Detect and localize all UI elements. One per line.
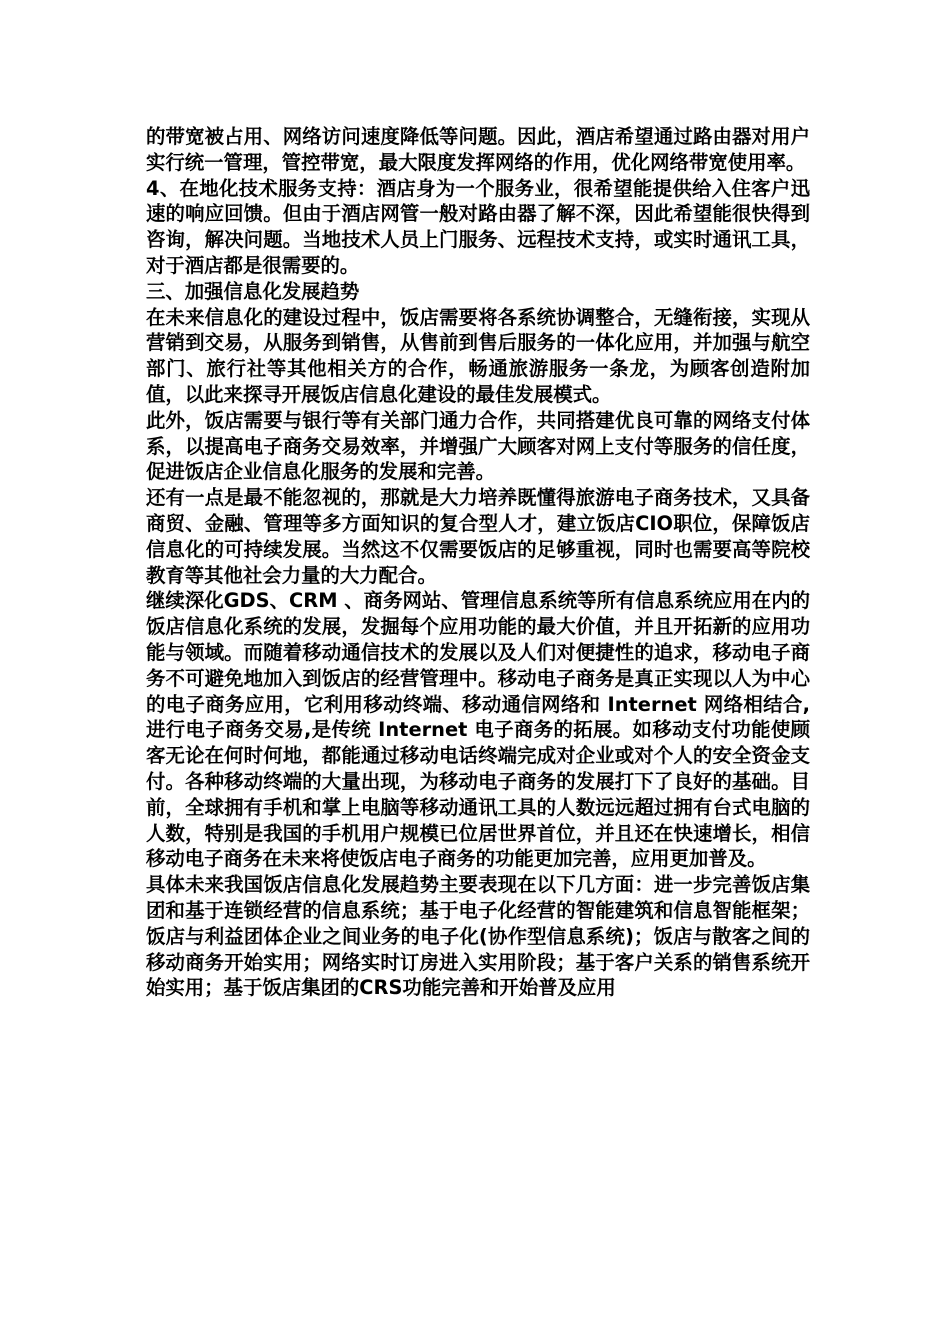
- paragraph-future-trends: 具体未来我国饭店信息化发展趋势主要表现在以下几方面：进一步完善饭店集团和基于连锁经营的信息系统；基于电子化经营的智能建筑和信息智能框架；饭店与利益团体企业之间业务的电子化(协作型信息系统)；饭店与散客之间的移动商务开始实用；网络实时订房进入实用阶段；基于客户关系的销售系统开始实用；基于饭店集团的CRS功能完善和开始普及应用: [146, 873, 810, 1000]
- document-page: [146, 124, 810, 1001]
- paragraph-talent: 还有一点是最不能忽视的，那就是大力培养既懂得旅游电子商务技术，又具备商贸、金融、管理等多方面知识的复合型人才，建立饭店CIO职位，保障饭店信息化的可持续发展。当然这不仅需要饭店的足够重视，同时也需要高等院校教育等其他社会力量的大力配合。: [146, 486, 810, 587]
- paragraph-mobile-commerce: 继续深化GDS、CRM 、商务网站、管理信息系统等所有信息系统应用在内的饭店信息化系统的发展，发掘每个应用功能的最大价值，并且开拓新的应用功能与领域。而随着移动通信技术的发展以及人们对便捷性的追求，移动电子商务不可避免地加入到饭店的经营管理中。移动电子商务是真正实现以人为中心的电子商务应用，它利用移动终端、移动通信网络和 Internet 网络相结合,进行电子商务交易,是传统 Internet 电子商务的拓展。如移动支付功能使顾客无论在何时何地，都能通过移动电话终端完成对企业或对个人的安全资金支付。各种移动终端的大量出现，为移动电子商务的发展打下了良好的基础。目前，全球拥有手机和掌上电脑等移动通讯工具的人数远远超过拥有台式电脑的人数，特别是我国的手机用户规模已位居世界首位，并且还在快速增长，相信移动电子商务在未来将使饭店电子商务的功能更加完善，应用更加普及。: [146, 589, 810, 871]
- paragraph-local-support: 4、在地化技术服务支持：酒店身为一个服务业，很希望能提供给入住客户迅速的响应回馈。但由于酒店网管一般对路由器了解不深，因此希望能很快得到咨询，解决问题。当地技术人员上门服务、远程技术支持，或实时通讯工具，对于酒店都是很需要的。: [146, 176, 810, 277]
- paragraph-integration: 在未来信息化的建设过程中，饭店需要将各系统协调整合，无缝衔接，实现从营销到交易，从服务到销售，从售前到售后服务的一体化应用，并加强与航空部门、旅行社等其他相关方的合作，畅通旅游服务一条龙，为顾客创造附加值，以此来探寻开展饭店信息化建设的最佳发展模式。: [146, 305, 810, 406]
- paragraph-bandwidth: 的带宽被占用、网络访问速度降低等问题。因此，酒店希望通过路由器对用户实行统一管理，管控带宽，最大限度发挥网络的作用，优化网络带宽使用率。: [146, 125, 810, 174]
- section-heading: 三、加强信息化发展趋势: [146, 279, 360, 303]
- paragraph-payment: 此外，饭店需要与银行等有关部门通力合作，共同搭建优良可靠的网络支付体系，以提高电子商务交易效率，并增强广大顾客对网上支付等服务的信任度，促进饭店企业信息化服务的发展和完善。: [146, 408, 810, 484]
